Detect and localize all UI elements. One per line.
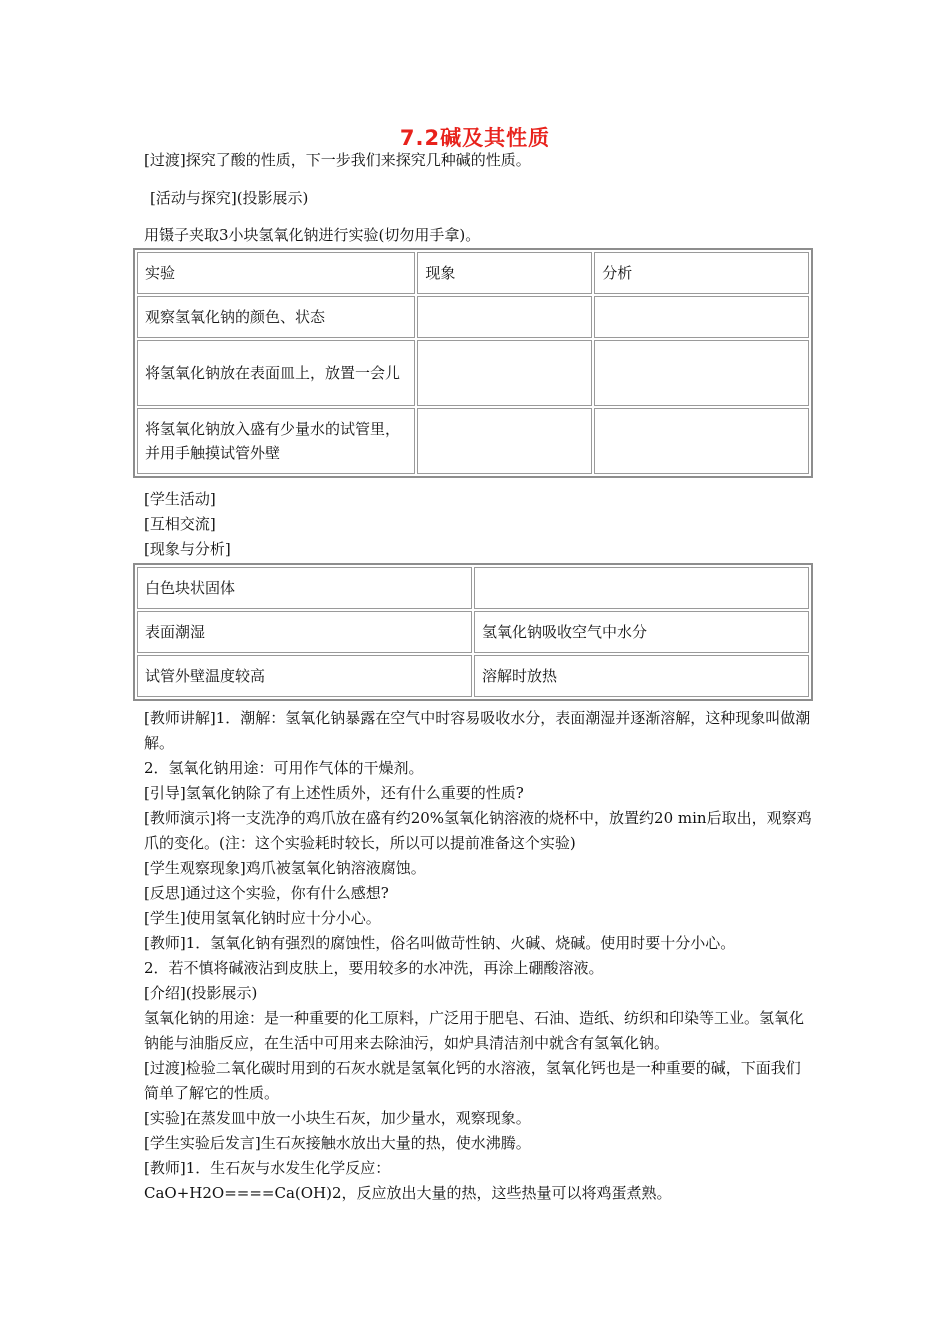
- header-cell-experiment: 实验: [137, 252, 415, 294]
- experiment-table: [133, 248, 813, 478]
- paragraph: CaO+H2O====Ca(OH)2，反应放出大量的热，这些热量可以将鸡蛋煮熟。: [144, 1184, 672, 1202]
- paragraph: [学生观察现象]鸡爪被氢氧化钠溶液腐蚀。: [144, 859, 426, 877]
- student-activity-label: [学生活动]: [144, 490, 216, 508]
- table-cell: [594, 408, 809, 474]
- table-cell: [417, 340, 592, 406]
- paragraph: [引导]氢氧化钠除了有上述性质外，还有什么重要的性质?: [144, 784, 524, 802]
- activity-label: [活动与探究](投影展示): [150, 189, 309, 207]
- paragraph: [教师]1．生石灰与水发生化学反应：: [144, 1159, 391, 1177]
- paragraph: 氢氧化钠的用途：是一种重要的化工原料，广泛用于肥皂、石油、造纸、纺织和印染等工业。氢氧化钠能与油脂反应，在生活中可用来去除油污，如炉具清洁剂中就含有氢氧化钠。: [144, 1009, 805, 1052]
- table-cell: [417, 408, 592, 474]
- header-cell-phenomenon: 现象: [417, 252, 592, 294]
- paragraph: [教师演示]将一支洗净的鸡爪放在盛有约20%氢氧化钠溶液的烧杯中，放置约20 min后取出，观察鸡爪的变化。(注：这个实验耗时较长，所以可以提前准备这个实验): [144, 809, 812, 852]
- paragraph: [介绍](投影展示): [144, 984, 258, 1002]
- header-cell-analysis: 分析: [594, 252, 809, 294]
- body-text: [144, 706, 812, 1206]
- table-cell: 表面潮湿: [137, 611, 472, 653]
- paragraph: 2．氢氧化钠用途：可用作气体的干燥剂。: [144, 759, 424, 777]
- table-cell: 氢氧化钠吸收空气中水分: [474, 611, 809, 653]
- paragraph: [教师讲解]1．潮解：氢氧化钠暴露在空气中时容易吸收水分，表面潮湿并逐渐溶解，这种现象叫做潮解。: [144, 709, 811, 752]
- exchange-label: [互相交流]: [144, 515, 216, 533]
- table-row: [137, 296, 809, 338]
- table-cell: 白色块状固体: [137, 567, 472, 609]
- paragraph: [实验]在蒸发皿中放一小块生石灰，加少量水，观察现象。: [144, 1109, 531, 1127]
- table-row: [137, 567, 809, 609]
- phenomenon-table: [133, 563, 813, 701]
- table-row: [137, 655, 809, 697]
- phenomenon-analysis-label: [现象与分析]: [144, 540, 231, 558]
- paragraph: [反思]通过这个实验，你有什么感想?: [144, 884, 389, 902]
- paragraph: 2．若不慎将碱液沾到皮肤上，要用较多的水冲洗，再涂上硼酸溶液。: [144, 959, 604, 977]
- table-cell: [594, 296, 809, 338]
- instruction-text: 用镊子夹取3小块氢氧化钠进行实验(切勿用手拿)。: [144, 226, 481, 244]
- table-header-row: [137, 252, 809, 294]
- page-title: 7.2碱及其性质: [399, 126, 551, 150]
- table-cell: 溶解时放热: [474, 655, 809, 697]
- table-cell: [474, 567, 809, 609]
- table-row: [137, 340, 809, 406]
- table-row: [137, 611, 809, 653]
- table-row: [137, 408, 809, 474]
- table-cell: [417, 296, 592, 338]
- paragraph: [教师]1．氢氧化钠有强烈的腐蚀性，俗名叫做苛性钠、火碱、烧碱。使用时要十分小心。: [144, 934, 736, 952]
- table-cell: 观察氢氧化钠的颜色、状态: [137, 296, 415, 338]
- table-cell: 将氢氧化钠放入盛有少量水的试管里，并用手触摸试管外壁: [137, 408, 415, 474]
- paragraph: [学生]使用氢氧化钠时应十分小心。: [144, 909, 381, 927]
- paragraph: [学生实验后发言]生石灰接触水放出大量的热，使水沸腾。: [144, 1134, 531, 1152]
- table-cell: [594, 340, 809, 406]
- table-cell: 将氢氧化钠放在表面皿上，放置一会儿: [137, 340, 415, 406]
- paragraph: [过渡]检验二氧化碳时用到的石灰水就是氢氧化钙的水溶液，氢氧化钙也是一种重要的碱，下面我们简单了解它的性质。: [144, 1059, 801, 1102]
- table-cell: 试管外壁温度较高: [137, 655, 472, 697]
- transition-text: [过渡]探究了酸的性质，下一步我们来探究几种碱的性质。: [144, 151, 531, 169]
